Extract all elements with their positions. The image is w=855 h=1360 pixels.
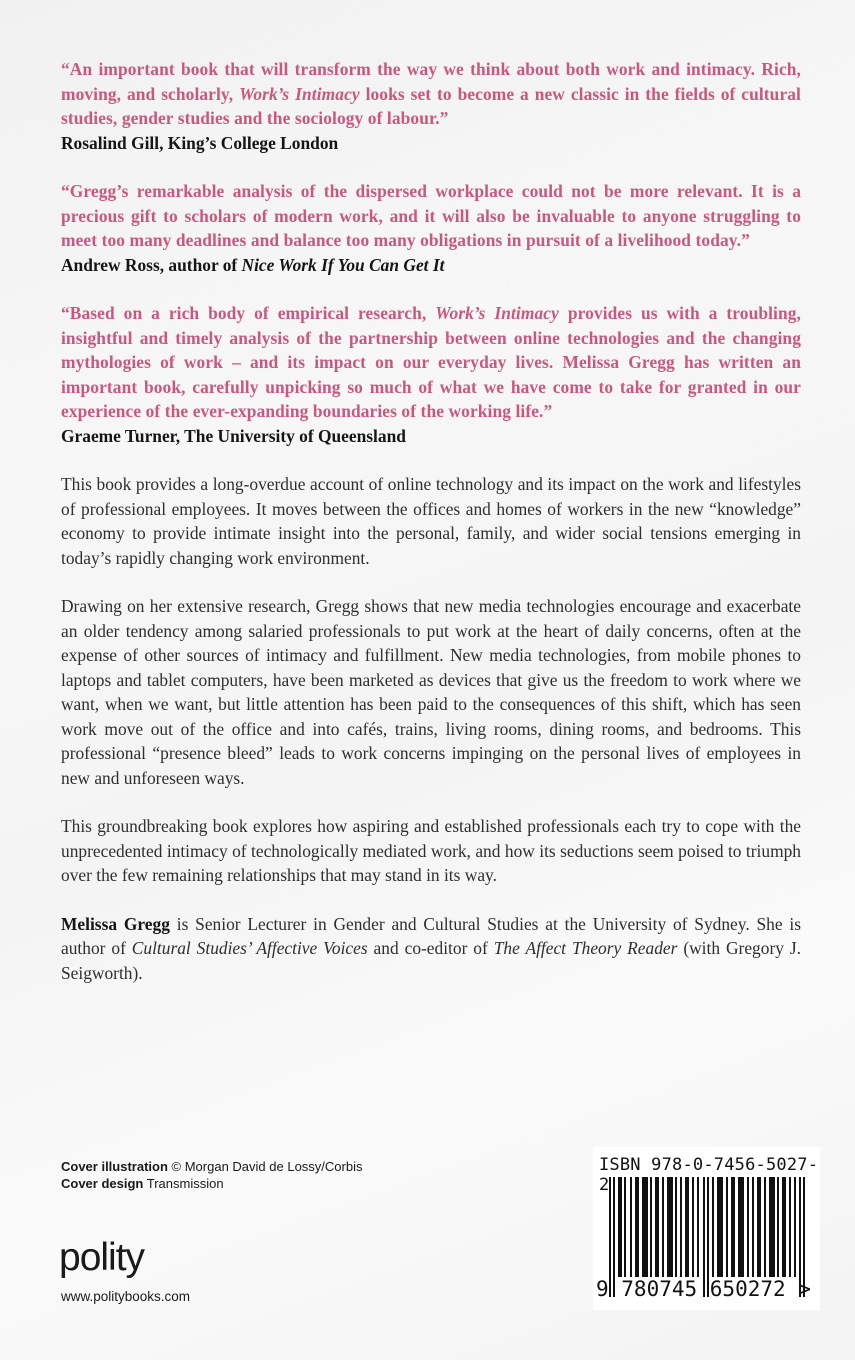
endorsement-1 [61, 57, 801, 155]
author-bio: Melissa Gregg is Senior Lecturer in Gender and Cultural Studies at the University of Sydney. She is author of Cultural Studies’ Affective Voices and co-editor of The Affect Theory Reader (with Gregory J. Seigworth). [61, 913, 802, 983]
illustration-credit: Cover illustration © Morgan David de Lossy/Corbis [61, 1159, 363, 1174]
endorsement-quote: “Gregg’s remarkable analysis of the dispersed workplace could not be more relevant. It is a precious gift to scholars of modern work, and it will also be invaluable to anyone struggling to meet too many deadlines and balance too many obligations in pursuit of a livelihood today.” [61, 181, 801, 250]
description-paragraph: This book provides a long-overdue account of online technology and its impact on the work and lifestyles of professional employees. It moves between the offices and homes of workers in the new “knowledge” economy to provide intimate insight into the personal, family, and wider social tensions emerging in today’s rapidly changing work environment. [61, 474, 801, 568]
endorsement-attribution: Graeme Turner, The University of Queensland [61, 425, 406, 446]
barcode-digits: 9 780745 650272 > [596, 1277, 811, 1301]
isbn-label: ISBN 978-0-7456-5027-2 [599, 1155, 819, 1195]
endorsement-2 [61, 179, 801, 277]
back-cover-content [61, 57, 801, 1009]
endorsement-3 [61, 301, 801, 448]
isbn-barcode [593, 1147, 820, 1310]
endorsement-quote: “Based on a rich body of empirical research, Work’s Intimacy provides us with a troubling, insightful and timely analysis of the partnership between online technologies and the changing mythologies of work – and its impact on our everyday lives. Melissa Gregg has written an important book, carefully unpicking so much of what we have come to take for granted in our experience of the ever-expanding boundaries of the working life.” [61, 303, 801, 421]
description-paragraph: Drawing on her extensive research, Gregg shows that new media technologies encourage and exacerbate an older tendency among salaried professionals to put work at the heart of daily concerns, often at the expense of other sources of intimacy and fulfillment. New media technologies, from mobile phones to laptops and tablet computers, have been marketed as devices that give us the freedom to work where we want, when we want, but little attention has been paid to the consequences of this shift, which has seen work move out of the office and into cafés, trains, living rooms, dining rooms, and bedrooms. This professional “presence bleed” leads to work concerns impinging on the personal lives of employees in new and unforeseen ways. [61, 596, 801, 788]
description-paragraph: This groundbreaking book explores how aspiring and established professionals each try to cope with the unprecedented intimacy of technologically mediated work, and how its seductions seem poised to triumph over the few remaining relationships that may stand in its way. [61, 816, 801, 885]
endorsement-quote: “An important book that will transform the way we think about both work and intimacy. Rich, moving, and scholarly, Work’s Intimacy looks set to become a new classic in the fields of cultural studies, gender studies and the sociology of labour.” [61, 59, 801, 128]
design-credit: Cover design Transmission [61, 1176, 224, 1191]
publisher-website[interactable]: www.politybooks.com [61, 1289, 191, 1304]
endorsement-attribution: Rosalind Gill, King’s College London [61, 132, 339, 153]
cover-credits [61, 1158, 362, 1192]
endorsement-attribution: Andrew Ross, author of Nice Work If You Can Get It [61, 254, 445, 275]
publisher-logo: polity [59, 1236, 145, 1279]
